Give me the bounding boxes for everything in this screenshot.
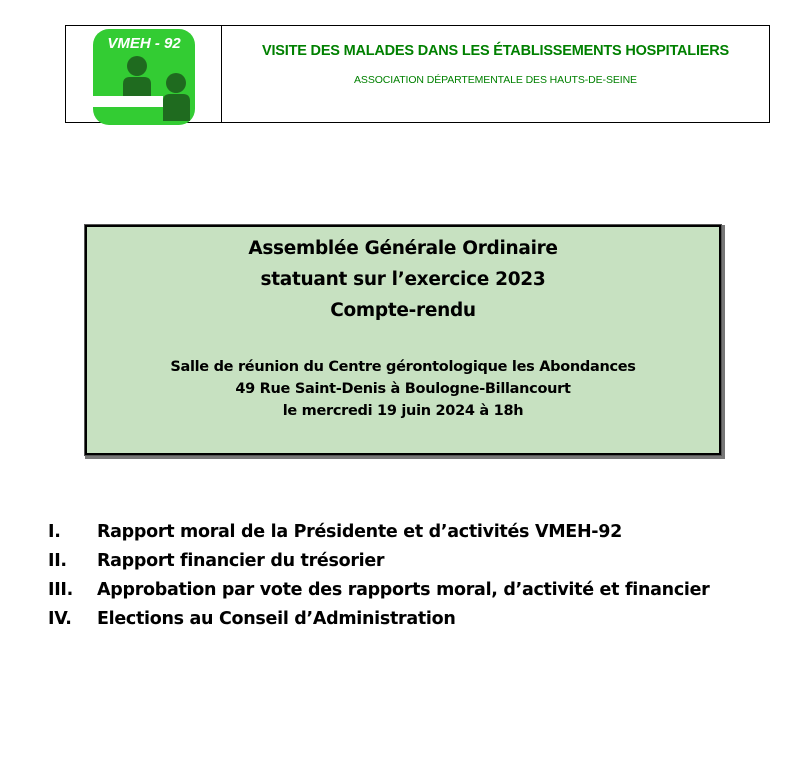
meeting-title-line: statuant sur l’exercice 2023: [260, 269, 546, 290]
meeting-title-line: Assemblée Générale Ordinaire: [248, 238, 558, 259]
vmeh-logo: [93, 29, 195, 125]
logo-text: VMEH - 92: [107, 35, 181, 52]
agenda-item: [48, 547, 710, 576]
agenda-number: IV.: [48, 609, 72, 629]
agenda-text: Rapport financier du trésorier: [97, 551, 385, 571]
agenda-text: Approbation par vote des rapports moral, d’activité et financier: [97, 580, 710, 600]
meeting-address: 49 Rue Saint-Denis à Boulogne-Billancourt: [235, 381, 571, 397]
agenda-item: [48, 518, 710, 547]
meeting-title: [87, 233, 719, 326]
agenda-text: Rapport moral de la Présidente et d’activités VMEH-92: [97, 522, 623, 542]
agenda-list: [48, 518, 710, 634]
meeting-info: [87, 356, 719, 422]
meeting-location: Salle de réunion du Centre gérontologique les Abondances: [170, 359, 636, 375]
letterhead: [65, 25, 770, 123]
agenda-number: I.: [48, 522, 61, 542]
agenda-number: III.: [48, 580, 73, 600]
agenda-text: Elections au Conseil d’Administration: [97, 609, 456, 629]
meeting-title-line: Compte-rendu: [330, 300, 476, 321]
meeting-date: le mercredi 19 juin 2024 à 18h: [282, 403, 524, 419]
logo-cell: [66, 26, 222, 122]
agenda-number: II.: [48, 551, 67, 571]
org-subtitle: ASSOCIATION DÉPARTEMENTALE DES HAUTS-DE-SEINE: [354, 74, 637, 86]
meeting-box: [85, 225, 721, 455]
agenda-item: [48, 605, 710, 634]
org-name: VISITE DES MALADES DANS LES ÉTABLISSEMENTS HOSPITALIERS: [261, 43, 729, 59]
org-heading: [222, 26, 769, 122]
agenda-item: [48, 576, 710, 605]
